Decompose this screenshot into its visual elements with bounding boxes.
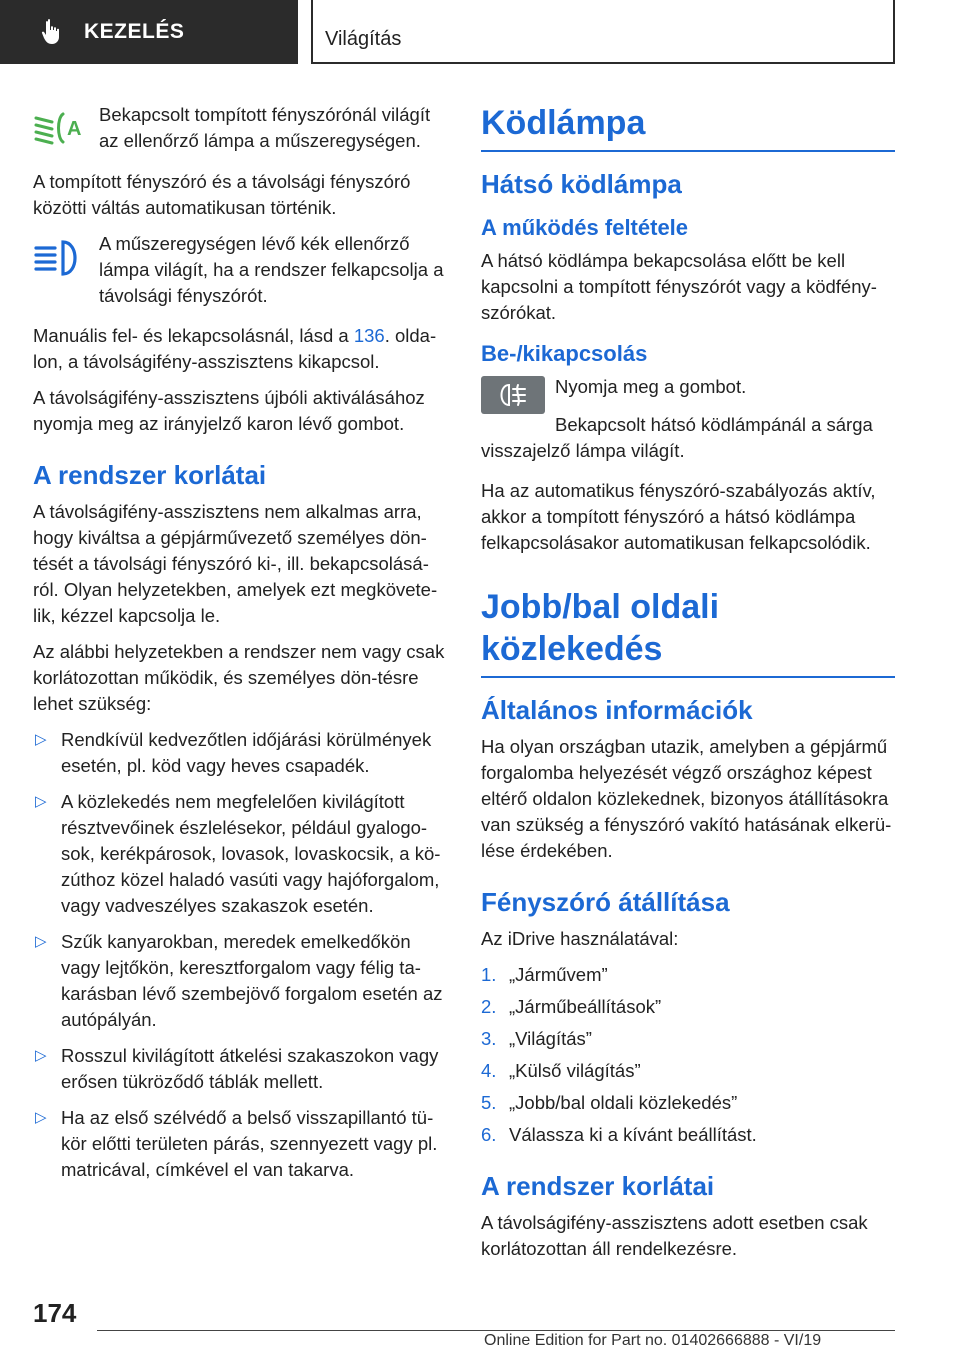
footer-divider [97,1330,895,1331]
rear-fog-lamp-icon [493,382,533,408]
section-tab [0,0,298,64]
list-item: 5. „Jobb/bal oldali közlekedés” [481,1092,738,1113]
heading-traffic-side: Jobb/bal oldali közlekedés [481,586,895,678]
idrive-steps-list [481,962,895,1148]
heading-rear-fog-lamp: Hátsó ködlámpa [481,169,682,199]
list-item: ▷ A közlekedés nem megfelelően kivilágított résztvevőinek észlelésekor, például gyalogo-sok, kerékpárosok, lovasok, lovaskocsik, a kö-zúthoz közel haladó vasúti vagy hajóforgalom, vagy vadveszélyes szakaszok esetén. [35,791,441,916]
list-item: 1. „Járművem” [481,964,608,985]
paragraph-idrive: Az iDrive használatával: [481,928,679,949]
heading-condition: A működés feltétele [481,215,689,240]
paragraph-general-info: Ha olyan országban utazik, amelyben a gépjármű forgalomba helyezését végző országhoz képest eltérő oldalon közlekednek, bizonyos átállításokra van szükség a fényszóró vakító hatásának elkerü-lése érdekében. [481,736,892,861]
list-item: 3. „Világítás” [481,1028,592,1049]
paragraph-auto-headlight: Ha az automatikus fényszóró-szabályozás aktív, akkor a tompított fényszóró a hátsó ködlámpa felkapcsolásakor automatikusan felkapcsolódik. [481,480,876,553]
indicator-low-beam-text: Bekapcsolt tompított fényszórónál világít az ellenőrző lámpa a műszeregységen. [99,104,431,151]
heading-general-info: Általános információk [481,695,753,725]
list-item: 2. „Járműbeállítások” [481,996,662,1017]
paragraph-reactivate: A távolságifény-asszisztens újbóli aktiválásához nyomja meg az irányjelző karon lévő gombot. [33,387,425,434]
paragraph-limits-right: A távolságifény-asszisztens adott esetben csak korlátozottan áll rendelkezésre. [481,1212,868,1259]
paragraph-switching: A tompított fényszóró és a távolsági fényszóró közötti váltás automatikusan történik. [33,171,411,218]
list-item: ▷ Rosszul kivilágított átkelési szakaszokon vagy erősen tükröződő táblák mellett. [35,1045,439,1092]
rear-fog-lamp-button[interactable] [481,376,545,414]
page-reference-link[interactable]: 136 [353,325,385,346]
indicator-high-beam [33,231,445,309]
paragraph-manual-b: . olda-lon, a távolságifény-asszisztens kikapcsol. [33,325,437,372]
list-item: ▷ Ha az első szélvédő a belső visszapillantó tü-kör előtti területen párás, szennyezett vagy pl. matricával, címkével el van takarva. [35,1107,438,1180]
list-item: 4. „Külső világítás” [481,1060,641,1081]
left-column [33,102,445,1193]
chapter-title: Világítás [325,28,402,50]
situations-list [33,727,445,1183]
triangle-bullet-icon: ▷ [35,731,47,748]
triangle-bullet-icon: ▷ [35,1047,47,1064]
section-title: KEZELÉS [84,20,185,43]
heading-fog-lamp: Ködlámpa [481,102,895,152]
heading-on-off: Be-/kikapcsolás [481,341,648,366]
chapter-tab [311,0,895,64]
paragraph-manual-a: Manuális fel- és lekapcsolásnál, lásd a [33,325,354,346]
indicator-high-beam-text: A műszeregységen lévő kék ellenőrző lámpa világít, ha a rendszer felkapcsolja a távolsági fényszórót. [99,233,444,306]
triangle-bullet-icon: ▷ [35,1109,47,1126]
triangle-bullet-icon: ▷ [35,933,47,950]
press-button-text: Nyomja meg a gombot. [555,376,747,397]
list-item: 6. Válassza ki a kívánt beállítást. [481,1124,757,1145]
triangle-bullet-icon: ▷ [35,793,47,810]
page-number: 174 [33,1298,77,1328]
svg-text:A: A [67,118,82,140]
hand-pointer-icon [40,18,64,46]
high-beam-indicator-icon [33,237,83,277]
list-item: ▷ Szűk kanyarokban, meredek emelkedőkön vagy lejtőkön, keresztforgalom vagy félig ta-karásban lévő szembejövő forgalom esetén az autópályán. [35,931,443,1030]
paragraph-rear-fog-indicator: Bekapcsolt hátsó ködlámpánál a sárga visszajelző lámpa világít. [481,414,873,461]
right-column [481,102,895,1272]
paragraph-situations: Az alábbi helyzetekben a rendszer nem vagy csak korlátozottan működik, és személyes dön-tésre lehet szükség: [33,641,445,714]
heading-headlight-adjust: Fényszóró átállítása [481,887,730,917]
heading-system-limits-right: A rendszer korlátai [481,1171,715,1201]
footer-edition: Online Edition for Part no. 01402666888 - VI/19 [484,1332,822,1349]
paragraph-condition: A hátsó ködlámpa bekapcsolása előtt be kell kapcsolni a tompított fényszórót vagy a ködfény-szórókat. [481,250,877,323]
paragraph-not-suitable: A távolságifény-asszisztens nem alkalmas arra, hogy kiváltsa a gépjárművezető személyes dön-tését a távolsági fényszóró ki-, ill. bekapcsolásá-ról. Olyan helyzetekben, amelyek ezt megkövete-lik, kézzel kapcsolja le. [33,501,438,626]
paragraph-manual [33,323,445,375]
heading-system-limits: A rendszer korlátai [33,460,267,490]
list-item: ▷ Rendkívül kedvezőtlen időjárási körülmények esetén, pl. köd vagy heves csapadék. [35,729,432,776]
low-beam-indicator-icon [33,108,83,148]
rear-fog-button-row [481,374,895,414]
indicator-low-beam [33,102,445,155]
